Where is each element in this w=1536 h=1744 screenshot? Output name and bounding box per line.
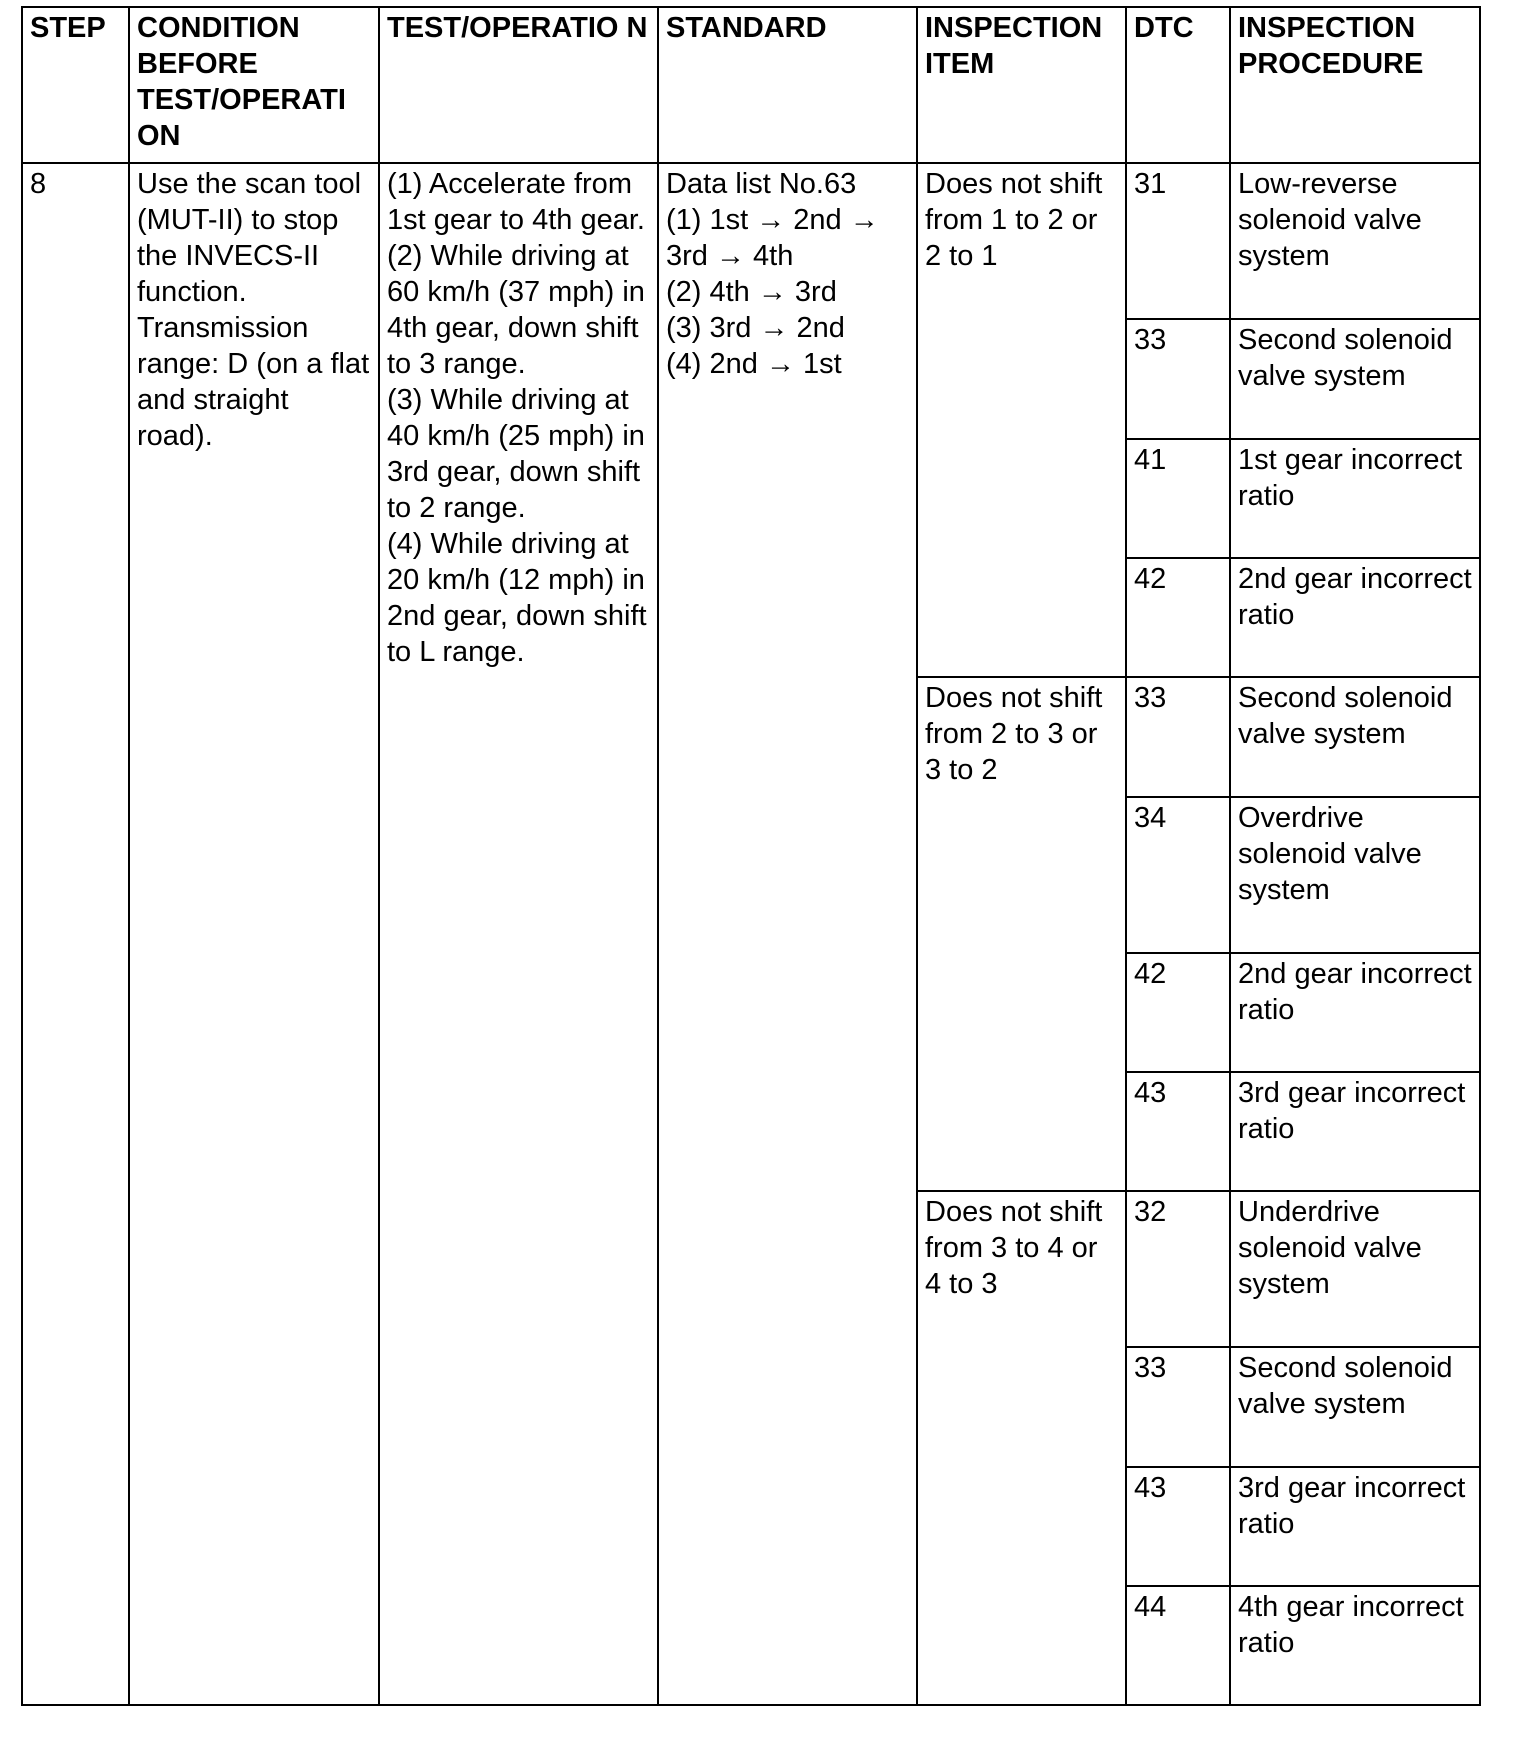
procedure-cell: 3rd gear incorrect ratio — [1230, 1072, 1480, 1191]
header-row — [22, 7, 1480, 163]
procedure-cell: 4th gear incorrect ratio — [1230, 1586, 1480, 1705]
header-step: STEP — [22, 7, 129, 163]
dtc-cell: 43 — [1126, 1072, 1230, 1191]
standard-cell: Data list No.63 (1) 1st → 2nd → 3rd → 4th (2) 4th → 3rd (3) 3rd → 2nd (4) 2nd → 1st — [658, 163, 917, 1705]
table-row — [22, 163, 1480, 319]
procedure-cell: Second solenoid valve system — [1230, 1347, 1480, 1467]
procedure-cell: 2nd gear incorrect ratio — [1230, 953, 1480, 1072]
dtc-cell: 42 — [1126, 953, 1230, 1072]
procedure-cell: 1st gear incorrect ratio — [1230, 439, 1480, 558]
dtc-cell: 33 — [1126, 677, 1230, 797]
inspection-item-cell: Does not shift from 2 to 3 or 3 to 2 — [917, 677, 1126, 1191]
procedure-cell: 3rd gear incorrect ratio — [1230, 1467, 1480, 1586]
procedure-cell: 2nd gear incorrect ratio — [1230, 558, 1480, 677]
dtc-cell: 33 — [1126, 1347, 1230, 1467]
dtc-cell: 31 — [1126, 163, 1230, 319]
header-dtc: DTC — [1126, 7, 1230, 163]
header-inspection-item: INSPECTION ITEM — [917, 7, 1126, 163]
header-condition: CONDITION BEFORE TEST/OPERATI ON — [129, 7, 379, 163]
procedure-cell: Underdrive solenoid valve system — [1230, 1191, 1480, 1347]
header-test-operation: TEST/OPERATIO N — [379, 7, 658, 163]
dtc-cell: 33 — [1126, 319, 1230, 439]
header-standard: STANDARD — [658, 7, 917, 163]
dtc-cell: 34 — [1126, 797, 1230, 953]
procedure-cell: Second solenoid valve system — [1230, 677, 1480, 797]
step-cell: 8 — [22, 163, 129, 1705]
procedure-cell: Overdrive solenoid valve system — [1230, 797, 1480, 953]
dtc-cell: 42 — [1126, 558, 1230, 677]
procedure-cell: Second solenoid valve system — [1230, 319, 1480, 439]
condition-cell: Use the scan tool (MUT-II) to stop the INVECS-II function. Transmission range: D (on a flat and straight road). — [129, 163, 379, 1705]
inspection-item-cell: Does not shift from 1 to 2 or 2 to 1 — [917, 163, 1126, 677]
header-inspection-procedure: INSPECTION PROCEDURE — [1230, 7, 1480, 163]
dtc-cell: 32 — [1126, 1191, 1230, 1347]
inspection-item-cell: Does not shift from 3 to 4 or 4 to 3 — [917, 1191, 1126, 1705]
inspection-table — [21, 6, 1481, 1706]
dtc-cell: 41 — [1126, 439, 1230, 558]
dtc-cell: 44 — [1126, 1586, 1230, 1705]
procedure-cell: Low-reverse solenoid valve system — [1230, 163, 1480, 319]
dtc-cell: 43 — [1126, 1467, 1230, 1586]
test-operation-cell: (1) Accelerate from 1st gear to 4th gear. (2) While driving at 60 km/h (37 mph) in 4th gear, down shift to 3 range. (3) While driving at 40 km/h (25 mph) in 3rd gear, down shift to 2 range. (4) While driving at 20 km/h (12 mph) in 2nd gear, down shift to L range. — [379, 163, 658, 1705]
